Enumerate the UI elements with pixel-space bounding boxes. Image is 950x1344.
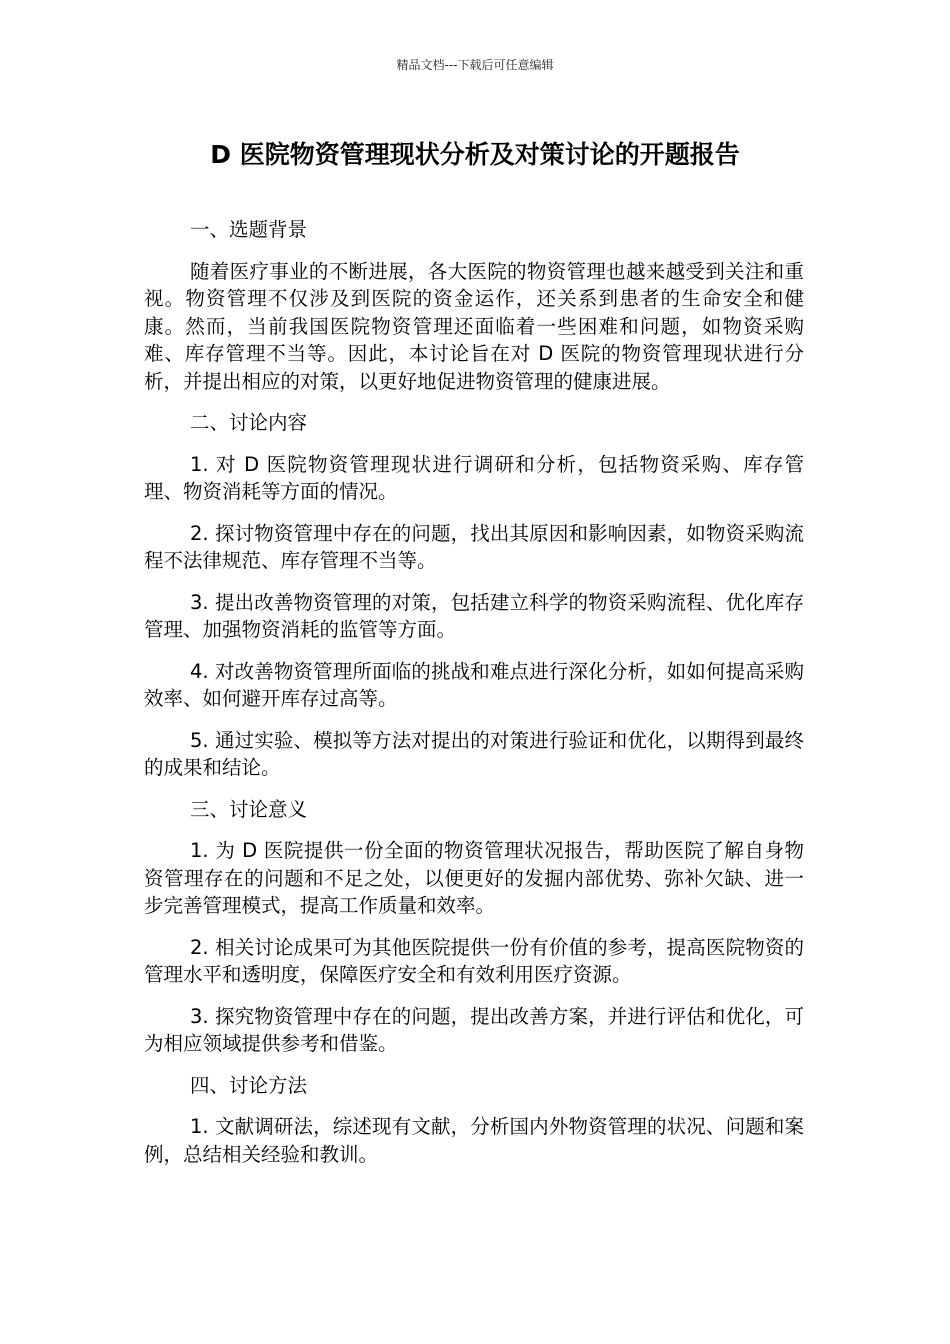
list-item: 1. 文献调研法，综述现有文献，分析国内外物资管理的状况、问题和案例，总结相关经验和教训。 bbox=[144, 1115, 804, 1166]
section-heading: 一、选题背景 bbox=[190, 218, 308, 241]
list-item: 3. 探究物资管理中存在的问题，提出改善方案，并进行评估和优化，可为相应领域提供参考和借鉴。 bbox=[144, 1004, 804, 1055]
list-item: 1. 为 D 医院提供一份全面的物资管理状况报告，帮助医院了解自身物资管理存在的问题和不足之处，以便更好的发掘内部优势、弥补欠缺、进一步完善管理模式，提高工作质量和效率。 bbox=[144, 839, 804, 917]
section-heading: 四、讨论方法 bbox=[190, 1073, 308, 1097]
document-title: D 医院物资管理现状分析及对策讨论的开题报告 bbox=[210, 140, 740, 169]
list-item: 5. 通过实验、模拟等方法对提出的对策进行验证和优化，以期得到最终的成果和结论。 bbox=[144, 728, 804, 779]
section-heading: 二、讨论内容 bbox=[190, 411, 308, 434]
paragraph: 随着医疗事业的不断进展，各大医院的物资管理也越来越受到关注和重视。物资管理不仅涉及到医院的资金运作，还关系到患者的生命安全和健康。然而，当前我国医院物资管理还面临着一些困难和问题，如物资采购难、库存管理不当等。因此，本讨论旨在对 D 医院的物资管理现状进行分析，并提出相应的对策，以更好地促进物资管理的健康进展。 bbox=[144, 259, 804, 393]
section-heading: 三、讨论意义 bbox=[190, 797, 308, 821]
section-methods bbox=[144, 1072, 804, 1169]
page-header: 精品文档---下载后可任意编辑 bbox=[396, 58, 554, 72]
section-significance bbox=[144, 796, 804, 1058]
list-item: 2. 相关讨论成果可为其他医院提供一份有价值的参考，提高医院物资的管理水平和透明度，保障医疗安全和有效利用医疗资源。 bbox=[144, 935, 804, 986]
list-item: 2. 探讨物资管理中存在的问题，找出其原因和影响因素，如物资采购流程不法律规范、库存管理不当等。 bbox=[144, 521, 804, 572]
list-item: 1. 对 D 医院物资管理现状进行调研和分析，包括物资采购、库存管理、物资消耗等方面的情况。 bbox=[144, 452, 804, 503]
document-body bbox=[144, 216, 804, 1182]
section-background bbox=[144, 216, 804, 395]
section-content bbox=[144, 409, 804, 782]
list-item: 3. 提出改善物资管理的对策，包括建立科学的物资采购流程、优化库存管理、加强物资消耗的监管等方面。 bbox=[144, 590, 804, 641]
list-item: 4. 对改善物资管理所面临的挑战和难点进行深化分析，如如何提高采购效率、如何避开库存过高等。 bbox=[144, 659, 804, 710]
